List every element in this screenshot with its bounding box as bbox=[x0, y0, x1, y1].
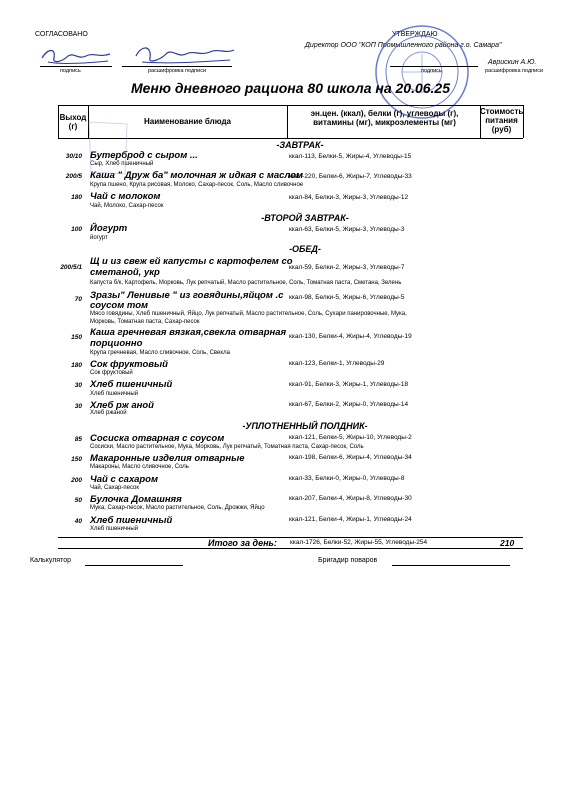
row-ingredients: Сосиски, Масло растительное, Мука, Морковь, Лук репчатый, Томатная паста, Сахар-песок, Соль bbox=[90, 444, 364, 450]
row-nutrition: ккал-207, Белки-4, Жиры-8, Углеводы-30 bbox=[289, 495, 412, 502]
row-dish-name: Макаронные изделия отварные bbox=[90, 453, 245, 464]
row-ingredients: Хлеб пшеничный bbox=[90, 391, 139, 397]
row-yield: 70 bbox=[74, 296, 82, 303]
row-dish-name: Булочка Домашняя bbox=[90, 494, 182, 505]
row-nutrition: ккал-121, Белки-4, Жиры-1, Углеводы-24 bbox=[289, 516, 412, 523]
row-yield: 85 bbox=[74, 436, 82, 443]
total-nutrition: ккал-1726, Белки-52, Жиры-55, Углеводы-254 bbox=[290, 539, 428, 546]
row-yield: 100 bbox=[71, 226, 82, 233]
calculator-label: Калькулятор bbox=[30, 557, 71, 564]
row-dish-name: Йогурт bbox=[90, 223, 128, 234]
decode-left-caption: расшифровка подписи bbox=[148, 68, 207, 74]
row-dish-name: Чай с молоком bbox=[90, 191, 161, 202]
row-yield: 180 bbox=[71, 362, 82, 369]
col-yield-header: Выход (г) bbox=[59, 113, 87, 131]
sign-right-caption: подпись bbox=[421, 68, 442, 74]
row-dish-name-cont: соусом том bbox=[90, 300, 149, 311]
col-cost-header: Стоимость питания (руб) bbox=[480, 107, 524, 134]
row-ingredients: Сок фруктовый bbox=[90, 370, 133, 376]
page-title: Меню дневного рациона 80 школа на 20.06.25 bbox=[130, 80, 450, 96]
row-nutrition: ккал-91, Белки-3, Жиры-1, Углеводы-18 bbox=[289, 381, 409, 388]
col-name-header: Наименование блюда bbox=[144, 117, 231, 126]
row-dish-name: Бутерброд с сыром ... bbox=[90, 150, 198, 161]
row-dish-name: Щ и из свеж ей капусты с картофелем со bbox=[90, 256, 293, 267]
signature-left-decoded-image bbox=[130, 40, 240, 68]
row-dish-name: Хлеб рж аной bbox=[90, 400, 154, 411]
section-second-breakfast: -ВТОРОЙ ЗАВТРАК- bbox=[261, 213, 349, 223]
chef-label: Бригадир поваров bbox=[318, 557, 378, 564]
section-lunch: -ОБЕД- bbox=[289, 244, 321, 254]
row-yield: 200/5/1 bbox=[60, 264, 82, 271]
row-nutrition: ккал-84, Белки-3, Жиры-3, Углеводы-12 bbox=[289, 194, 409, 201]
section-snack: -УПЛОТНЕННЫЙ ПОЛДНИК- bbox=[242, 421, 368, 431]
stamp-fragment-image bbox=[85, 118, 131, 178]
row-ingredients: Чай, Молоко, Сахар-песок bbox=[90, 203, 164, 209]
row-yield: 200/5 bbox=[65, 173, 82, 180]
row-nutrition: ккал-63, Белки-5, Жиры-3, Углеводы-3 bbox=[289, 226, 405, 233]
row-dish-name-cont: порционно bbox=[90, 338, 143, 349]
row-dish-name: Хлеб пшеничный bbox=[90, 515, 173, 526]
row-nutrition: ккал-98, Белки-5, Жиры-6, Углеводы-5 bbox=[289, 294, 405, 301]
row-dish-name: Хлеб пшеничный bbox=[90, 379, 173, 390]
row-ingredients: Хлеб пшеничный bbox=[90, 526, 139, 532]
row-nutrition: ккал-33, Белки-0, Жиры-0, Углеводы-8 bbox=[289, 475, 405, 482]
total-cost: 210 bbox=[500, 538, 515, 548]
row-nutrition: ккал-59, Белки-2, Жиры-3, Углеводы-7 bbox=[289, 264, 405, 271]
row-nutrition: ккал-121, Белки-5, Жиры-10, Углеводы-2 bbox=[289, 434, 412, 441]
signature-left-image bbox=[38, 44, 118, 68]
row-nutrition: ккал-130, Белки-4, Жиры-4, Углеводы-19 bbox=[289, 333, 412, 340]
col-nutrition-header: эн.цен. (ккал), белки (г), углеводы (г), витамины (мг), микроэлементы (мг) bbox=[310, 109, 459, 127]
row-yield: 30/10 bbox=[65, 153, 82, 160]
director-title: Директор ООО "КОП Промышленного района г.о. Самара" bbox=[305, 42, 502, 49]
row-yield: 150 bbox=[71, 456, 82, 463]
total-label: Итого за день: bbox=[208, 538, 277, 548]
row-ingredients: йогурт bbox=[90, 235, 108, 241]
row-ingredients: Капуста б/к, Картофель, Морковь, Лук репчатый, Масло растительное, Соль, Томатная паста, Сметана, Зелень bbox=[90, 280, 402, 286]
row-ingredients-cont: Морковь, Томатная паста, Сахар-песок bbox=[90, 319, 200, 325]
row-nutrition: ккал-198, Белки-6, Жиры-4, Углеводы-34 bbox=[289, 454, 412, 461]
row-nutrition: ккал-67, Белки-2, Жиры-0, Углеводы-14 bbox=[289, 401, 409, 408]
row-ingredients: Мясо говядины, Хлеб пшеничный, Яйцо, Лук репчатый, Масло растительное, Соль, Сухари панировочные, Мука, bbox=[90, 311, 407, 317]
row-yield: 180 bbox=[71, 194, 82, 201]
director-name: Аврискин А.Ю. bbox=[488, 59, 537, 66]
row-yield: 200 bbox=[71, 477, 82, 484]
row-ingredients: Макароны, Масло сливочное, Соль bbox=[90, 464, 189, 470]
section-breakfast: -ЗАВТРАК- bbox=[276, 140, 324, 150]
sign-left-caption: подпись bbox=[60, 68, 81, 74]
row-dish-name-cont: сметаной, укр bbox=[90, 267, 160, 278]
row-ingredients: Сыр, Хлеб пшеничный bbox=[90, 161, 154, 167]
row-nutrition: ккал-113, Белки-5, Жиры-4, Углеводы-15 bbox=[289, 153, 412, 160]
agreed-label: СОГЛАСОВАНО bbox=[35, 31, 88, 38]
row-yield: 30 bbox=[74, 382, 82, 389]
row-ingredients: Чай, Сахар-песок bbox=[90, 485, 139, 491]
row-nutrition: ккал-123, Белки-1, Углеводы-29 bbox=[289, 360, 385, 367]
row-yield: 150 bbox=[71, 334, 82, 341]
row-ingredients: Мука, Сахар-песок, Масло растительное, Соль, Дрожжи, Яйцо bbox=[90, 505, 265, 511]
row-yield: 50 bbox=[74, 497, 82, 504]
row-yield: 30 bbox=[74, 403, 82, 410]
row-dish-name: Сок фруктовый bbox=[90, 359, 168, 370]
row-dish-name: Каша гречневая вязкая,свекла отварная bbox=[90, 327, 287, 338]
row-ingredients: Хлеб ржаной bbox=[90, 410, 127, 416]
row-ingredients: Крупа пшено, Крупа рисовая, Молоко, Сахар-песок, Соль, Масло сливочное bbox=[90, 182, 304, 188]
approved-label: УТВЕРЖДАЮ bbox=[392, 31, 438, 38]
decode-right-caption: расшифровка подписи bbox=[485, 68, 544, 74]
row-nutrition: ккал-220, Белки-6, Жиры-7, Углеводы-33 bbox=[289, 173, 412, 180]
row-ingredients: Крупа гречневая, Масло сливочное, Соль, Свекла bbox=[90, 350, 230, 356]
row-dish-name: Зразы" Ленивые " из говядины,яйцом .с bbox=[90, 290, 284, 301]
row-dish-name: Чай с сахаром bbox=[90, 474, 159, 485]
row-dish-name: Каша " Друж ба" молочная ж идкая с маслом bbox=[90, 170, 304, 181]
row-dish-name: Сосиска отварная с соусом bbox=[90, 433, 225, 444]
row-yield: 40 bbox=[74, 518, 82, 525]
